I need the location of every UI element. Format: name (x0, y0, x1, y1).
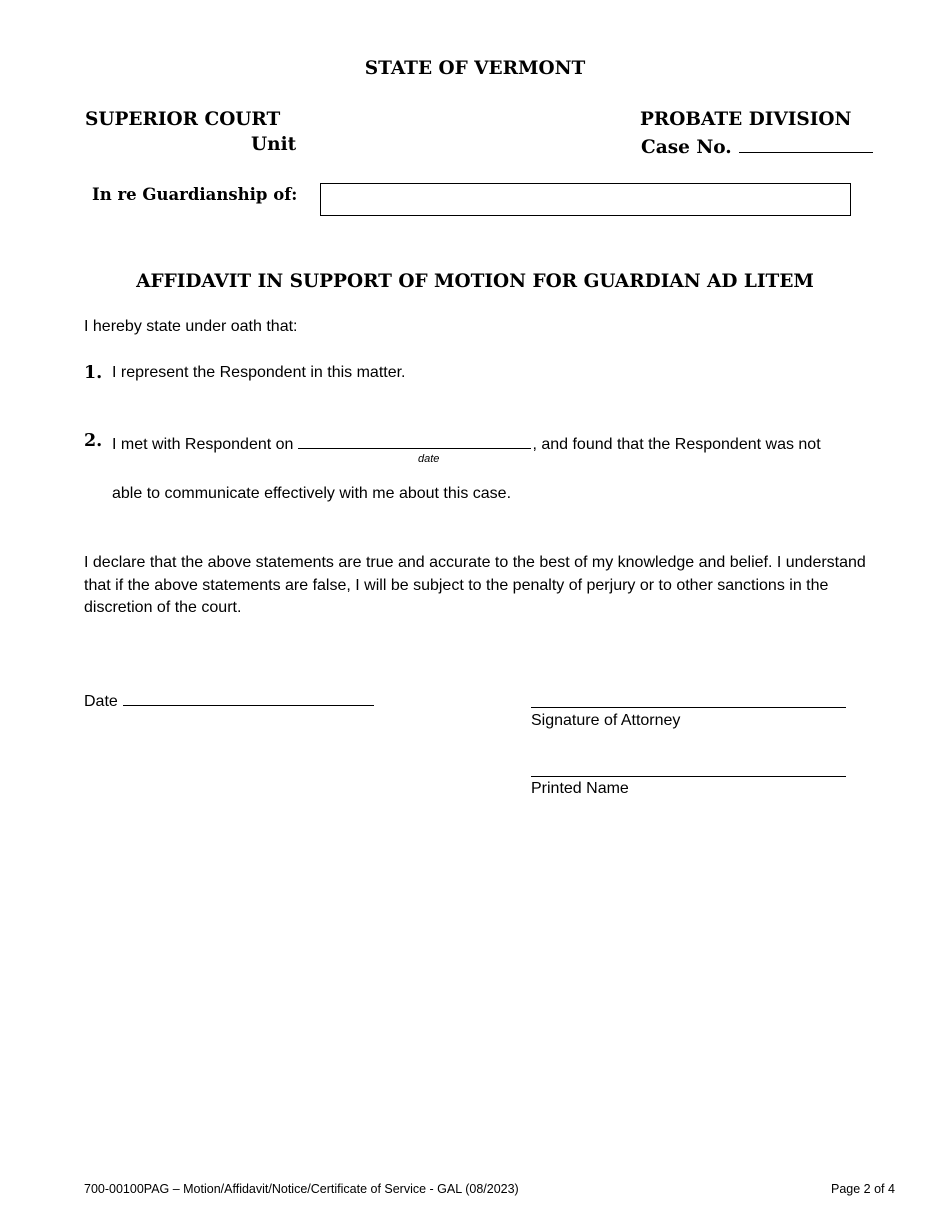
printed-name-label: Printed Name (531, 780, 629, 797)
unit-label: Unit (251, 134, 297, 155)
court-name: SUPERIOR COURT (85, 109, 281, 130)
guardianship-name-field[interactable] (320, 183, 851, 216)
signing-date-field[interactable] (123, 689, 374, 706)
division-name: PROBATE DIVISION (640, 109, 852, 130)
footer-page-number: Page 2 of 4 (831, 1182, 895, 1196)
meeting-date-field[interactable] (298, 432, 531, 449)
printed-name-field[interactable] (531, 776, 846, 777)
date-hint: date (418, 453, 440, 465)
item-2-text (112, 432, 821, 454)
guardianship-label: In re Guardianship of: (92, 185, 298, 204)
declaration-text: I declare that the above statements are true and accurate to the best of my knowledge and belief. I understand that if the above statements are false, I will be subject to the penalty of perjury or to other sanctions in the discretion of the court. (84, 554, 866, 616)
item-2-text-after: , and found that the Respondent was not (532, 436, 821, 453)
signature-field[interactable] (531, 707, 846, 708)
date-label: Date (84, 693, 118, 710)
case-number-field[interactable] (739, 134, 873, 153)
signature-label: Signature of Attorney (531, 712, 681, 729)
item-2-continuation: able to communicate effectively with me about this case. (112, 485, 512, 502)
item-2-text-before: I met with Respondent on (112, 436, 294, 453)
date-row (84, 689, 374, 711)
form-title: AFFIDAVIT IN SUPPORT OF MOTION FOR GUARDIAN AD LITEM (136, 271, 814, 292)
case-number-label: Case No. (641, 137, 732, 158)
item-number-1: 1. (84, 363, 103, 383)
oath-intro: I hereby state under oath that: (84, 318, 298, 335)
item-number-2: 2. (84, 431, 103, 451)
case-number-row (641, 134, 873, 158)
state-title: STATE OF VERMONT (364, 58, 586, 79)
footer-form-id: 700-00100PAG – Motion/Affidavit/Notice/Certificate of Service - GAL (08/2023) (84, 1182, 519, 1196)
item-1-text: I represent the Respondent in this matter. (112, 364, 406, 381)
